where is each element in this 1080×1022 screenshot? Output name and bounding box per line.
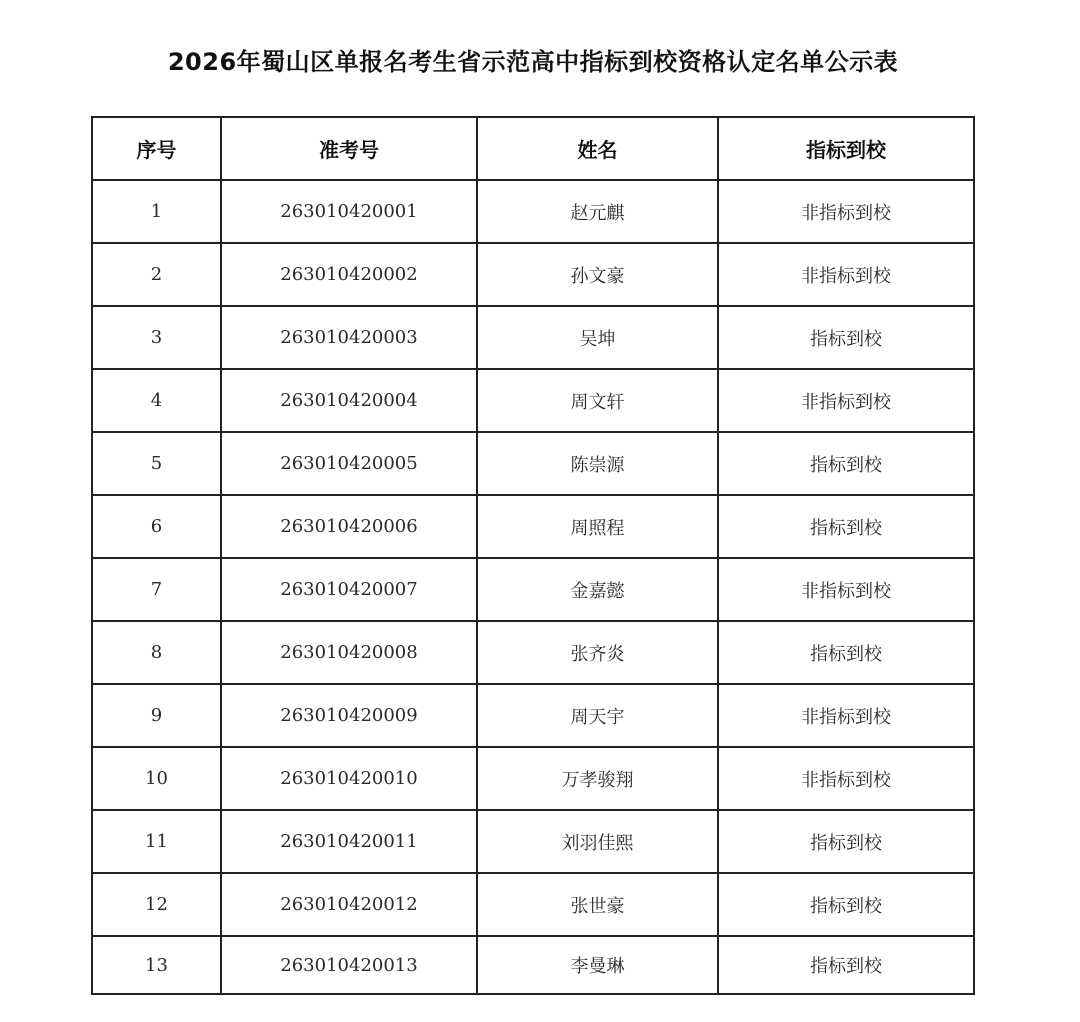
table-row — [92, 747, 974, 810]
cell-exam-number: 263010420010 — [221, 747, 477, 810]
cell-exam-number: 263010420009 — [221, 684, 477, 747]
cell-exam-number: 263010420002 — [221, 243, 477, 306]
cell-quota-status: 非指标到校 — [718, 558, 974, 621]
cell-index: 2 — [92, 243, 221, 306]
cell-index: 8 — [92, 621, 221, 684]
cell-index: 10 — [92, 747, 221, 810]
header-quota-status: 指标到校 — [718, 117, 974, 180]
page-title: 2026年蜀山区单报名考生省示范高中指标到校资格认定名单公示表 — [167, 48, 899, 77]
cell-index: 11 — [92, 810, 221, 873]
cell-name: 刘羽佳熙 — [477, 810, 718, 873]
cell-index: 13 — [92, 936, 221, 994]
cell-index: 9 — [92, 684, 221, 747]
header-index: 序号 — [92, 117, 221, 180]
cell-name: 周天宇 — [477, 684, 718, 747]
cell-exam-number: 263010420011 — [221, 810, 477, 873]
header-exam-number: 准考号 — [221, 117, 477, 180]
cell-name: 李曼琳 — [477, 936, 718, 994]
cell-quota-status: 非指标到校 — [718, 243, 974, 306]
cell-index: 3 — [92, 306, 221, 369]
cell-name: 张世豪 — [477, 873, 718, 936]
cell-quota-status: 指标到校 — [718, 621, 974, 684]
cell-quota-status: 指标到校 — [718, 432, 974, 495]
cell-name: 陈崇源 — [477, 432, 718, 495]
cell-exam-number: 263010420013 — [221, 936, 477, 994]
cell-name: 张齐炎 — [477, 621, 718, 684]
cell-index: 7 — [92, 558, 221, 621]
table-row — [92, 306, 974, 369]
table-row — [92, 180, 974, 243]
cell-quota-status: 指标到校 — [718, 873, 974, 936]
cell-quota-status: 指标到校 — [718, 306, 974, 369]
cell-name: 周照程 — [477, 495, 718, 558]
cell-name: 金嘉懿 — [477, 558, 718, 621]
table-row — [92, 936, 974, 994]
cell-index: 12 — [92, 873, 221, 936]
cell-quota-status: 指标到校 — [718, 810, 974, 873]
header-name: 姓名 — [477, 117, 718, 180]
table-row — [92, 684, 974, 747]
cell-exam-number: 263010420007 — [221, 558, 477, 621]
cell-exam-number: 263010420003 — [221, 306, 477, 369]
cell-quota-status: 非指标到校 — [718, 747, 974, 810]
cell-exam-number: 263010420005 — [221, 432, 477, 495]
table-row — [92, 495, 974, 558]
cell-name: 赵元麒 — [477, 180, 718, 243]
table-row — [92, 810, 974, 873]
cell-quota-status: 非指标到校 — [718, 684, 974, 747]
cell-quota-status: 非指标到校 — [718, 180, 974, 243]
cell-index: 4 — [92, 369, 221, 432]
table-row — [92, 432, 974, 495]
table-row — [92, 243, 974, 306]
cell-exam-number: 263010420006 — [221, 495, 477, 558]
cell-quota-status: 指标到校 — [718, 495, 974, 558]
cell-name: 万孝骏翔 — [477, 747, 718, 810]
cell-index: 6 — [92, 495, 221, 558]
cell-name: 周文轩 — [477, 369, 718, 432]
cell-quota-status: 非指标到校 — [718, 369, 974, 432]
cell-quota-status: 指标到校 — [718, 936, 974, 994]
cell-exam-number: 263010420008 — [221, 621, 477, 684]
table-row — [92, 369, 974, 432]
cell-name: 孙文豪 — [477, 243, 718, 306]
qualification-table — [91, 116, 975, 995]
cell-index: 5 — [92, 432, 221, 495]
cell-name: 吴坤 — [477, 306, 718, 369]
table-row — [92, 873, 974, 936]
table-row — [92, 558, 974, 621]
cell-exam-number: 263010420001 — [221, 180, 477, 243]
cell-index: 1 — [92, 180, 221, 243]
table-row — [92, 621, 974, 684]
cell-exam-number: 263010420012 — [221, 873, 477, 936]
table-header-row — [92, 117, 974, 180]
cell-exam-number: 263010420004 — [221, 369, 477, 432]
